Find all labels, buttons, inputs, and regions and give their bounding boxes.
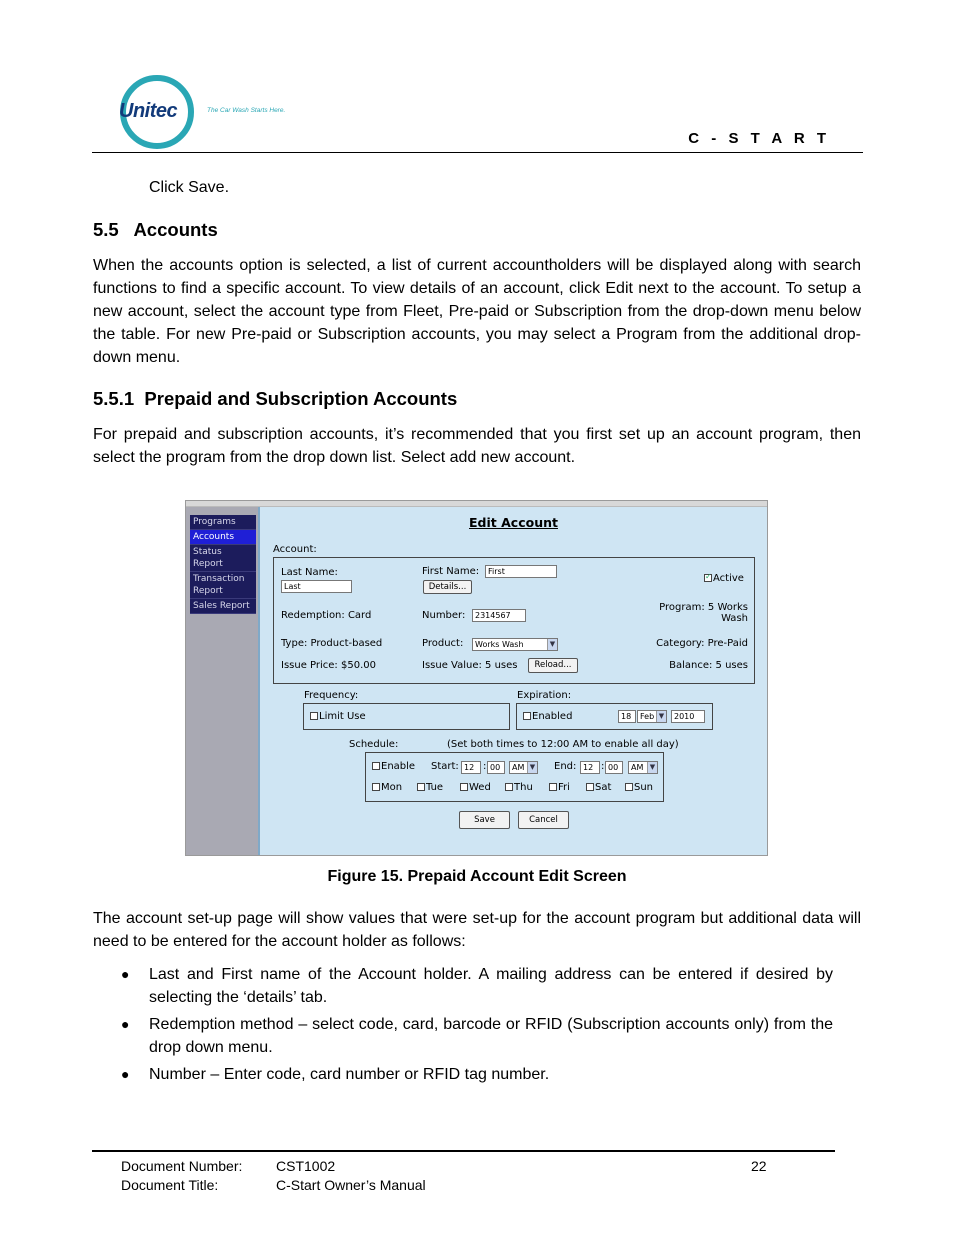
account-box (273, 557, 755, 684)
day-fri-checkbox[interactable] (549, 782, 570, 793)
end-colon: : (601, 761, 605, 772)
wed-check-icon[interactable] (460, 783, 468, 791)
start-ampm-select[interactable] (509, 761, 538, 774)
doc-number: CST1002 (276, 1158, 336, 1174)
doc-title-label: Document Title: (121, 1177, 219, 1193)
intro-text: Click Save. (149, 179, 230, 196)
day-sat-checkbox[interactable] (586, 782, 611, 793)
last-name-label: Last Name: (281, 567, 338, 578)
exp-day-input[interactable]: 18 (618, 710, 636, 723)
end-ampm-select[interactable] (628, 761, 658, 774)
enabled-checkbox[interactable] (523, 711, 572, 722)
bullet-icon: ● (121, 966, 130, 982)
sun-check-icon[interactable] (625, 783, 633, 791)
unitec-logo (115, 74, 300, 152)
redemption-text: Redemption: Card (281, 610, 372, 621)
mon-check-icon[interactable] (372, 783, 380, 791)
edit-account-title: Edit Account (469, 515, 558, 530)
sidebar-nav (190, 515, 256, 614)
nav-transaction-report[interactable]: Transaction Report (190, 572, 256, 599)
product-value: Works Wash (475, 640, 524, 649)
logo-wordmark: Unitec (119, 100, 178, 122)
page-number: 22 (751, 1158, 767, 1174)
number-label: Number: (422, 610, 466, 621)
start-label: Start: (431, 761, 459, 772)
bullet-icon: ● (121, 1016, 130, 1032)
brand-title: C - S T A R T (688, 130, 830, 147)
fri-check-icon[interactable] (549, 783, 557, 791)
start-hour-input[interactable]: 12 (461, 761, 481, 774)
schedule-group (365, 752, 664, 802)
day-sun-checkbox[interactable] (625, 782, 653, 793)
doc-number-label: Document Number: (121, 1158, 243, 1174)
nav-accounts[interactable]: Accounts (190, 530, 256, 545)
frequency-label: Frequency: (304, 690, 359, 701)
bullet-item-name: Last and First name of the Account holder. A mailing address can be entered if desired by selecting the ‘details’ tab. (149, 966, 833, 1006)
chevron-down-icon: ▼ (527, 762, 537, 773)
day-tue-checkbox[interactable] (417, 782, 443, 793)
category-text: Category: Pre-Paid (656, 638, 748, 649)
section-heading-prepaid: 5.5.1 Prepaid and Subscription Accounts (93, 388, 458, 409)
first-name-input[interactable]: First (485, 565, 557, 578)
day-sun-label: Sun (634, 782, 654, 793)
issue-price-text: Issue Price: $50.00 (281, 660, 376, 671)
day-wed-checkbox[interactable] (460, 782, 491, 793)
end-hour-input[interactable]: 12 (580, 761, 600, 774)
expiration-label: Expiration: (517, 690, 572, 701)
enabled-check-icon[interactable] (523, 712, 531, 720)
header-rule (92, 152, 863, 153)
enabled-label: Enabled (532, 711, 573, 722)
frequency-group (303, 703, 510, 730)
figure-sidebar (186, 507, 258, 855)
section-heading-accounts: 5.5 Accounts (93, 219, 218, 240)
enable-checkbox[interactable] (372, 761, 415, 772)
nav-programs[interactable]: Programs (190, 515, 256, 530)
end-label: End: (554, 761, 577, 772)
chevron-down-icon: ▼ (547, 639, 557, 650)
product-select[interactable] (472, 638, 558, 651)
schedule-label: Schedule: (349, 739, 399, 750)
figure-caption: Figure 15. Prepaid Account Edit Screen (327, 868, 627, 885)
exp-year-input[interactable]: 2010 (671, 710, 705, 723)
bullet-icon: ● (121, 1066, 130, 1082)
limit-use-label: Limit Use (319, 711, 366, 722)
last-name-input[interactable]: Last (281, 580, 352, 593)
enable-label: Enable (381, 761, 416, 772)
exp-month-value: Feb (640, 712, 655, 721)
sat-check-icon[interactable] (586, 783, 594, 791)
program-line-1: Program: 5 Works (659, 602, 748, 613)
cancel-button[interactable]: Cancel (518, 811, 569, 829)
chevron-down-icon: ▼ (656, 711, 666, 722)
save-button[interactable]: Save (459, 811, 510, 829)
nav-sales-report[interactable]: Sales Report (190, 599, 256, 614)
nav-status-report[interactable]: Status Report (190, 545, 256, 572)
program-line-2: Wash (721, 613, 748, 624)
type-text: Type: Product-based (281, 638, 383, 649)
day-wed-label: Wed (469, 782, 491, 793)
start-min-input[interactable]: 00 (487, 761, 505, 774)
logo-tagline: The Car Wash Starts Here. (207, 107, 286, 114)
first-name-label: First Name: (422, 566, 480, 577)
tue-check-icon[interactable] (417, 783, 425, 791)
schedule-note: (Set both times to 12:00 AM to enable all day) (447, 739, 679, 750)
balance-text: Balance: 5 uses (669, 660, 748, 671)
limit-use-checkbox[interactable] (310, 711, 366, 722)
chevron-down-icon: ▼ (647, 762, 657, 773)
enable-check-icon[interactable] (372, 762, 380, 770)
expiration-group (516, 703, 713, 730)
number-input[interactable]: 2314567 (472, 609, 526, 622)
end-min-input[interactable]: 00 (605, 761, 623, 774)
exp-month-select[interactable] (637, 710, 667, 723)
active-checkbox[interactable] (704, 573, 744, 584)
bullet-item-number: Number – Enter code, card number or RFID tag number. (149, 1066, 550, 1083)
issue-value-text: Issue Value: 5 uses (422, 660, 518, 671)
details-button[interactable]: Details... (423, 580, 472, 594)
prepaid-paragraph: For prepaid and subscription accounts, it’s recommended that you first set up an account program, then select the program from the drop down list. Select add new account. (93, 426, 861, 466)
footer-rule (92, 1150, 835, 1152)
setup-paragraph: The account set-up page will show values that were set-up for the account program but additional data will need to be entered for the account holder as follows: (93, 910, 861, 950)
start-ampm-value: AM (512, 763, 525, 772)
day-sat-label: Sat (595, 782, 612, 793)
day-mon-checkbox[interactable] (372, 782, 402, 793)
thu-check-icon[interactable] (505, 783, 513, 791)
active-check-icon[interactable] (704, 574, 712, 582)
active-label: Active (713, 573, 744, 584)
edit-account-panel (258, 507, 767, 855)
program-text (659, 602, 748, 624)
day-mon-label: Mon (381, 782, 403, 793)
accounts-paragraph: When the accounts option is selected, a list of current accountholders will be displayed along with search functions to find a specific account. To view details of an account, click Edit next to the account. To setup a new account, select the account type from Fleet, Pre-paid or Subscription from the drop-down menu below the table. For new Pre-paid or Subscription accounts, you may select a Program from the additional drop-down menu. (93, 257, 861, 366)
doc-title: C-Start Owner’s Manual (276, 1177, 426, 1193)
product-label: Product: (422, 638, 464, 649)
start-colon: : (483, 761, 487, 772)
day-fri-label: Fri (558, 782, 570, 793)
bullet-item-redemption: Redemption method – select code, card, barcode or RFID (Subscription accounts only) from the drop down menu. (149, 1016, 833, 1056)
day-thu-label: Thu (514, 782, 533, 793)
day-thu-checkbox[interactable] (505, 782, 533, 793)
edit-account-screenshot (185, 500, 768, 856)
account-label: Account: (273, 544, 317, 555)
day-tue-label: Tue (426, 782, 444, 793)
limit-use-check-icon[interactable] (310, 712, 318, 720)
reload-button[interactable]: Reload... (528, 658, 578, 673)
end-ampm-value: AM (631, 763, 644, 772)
